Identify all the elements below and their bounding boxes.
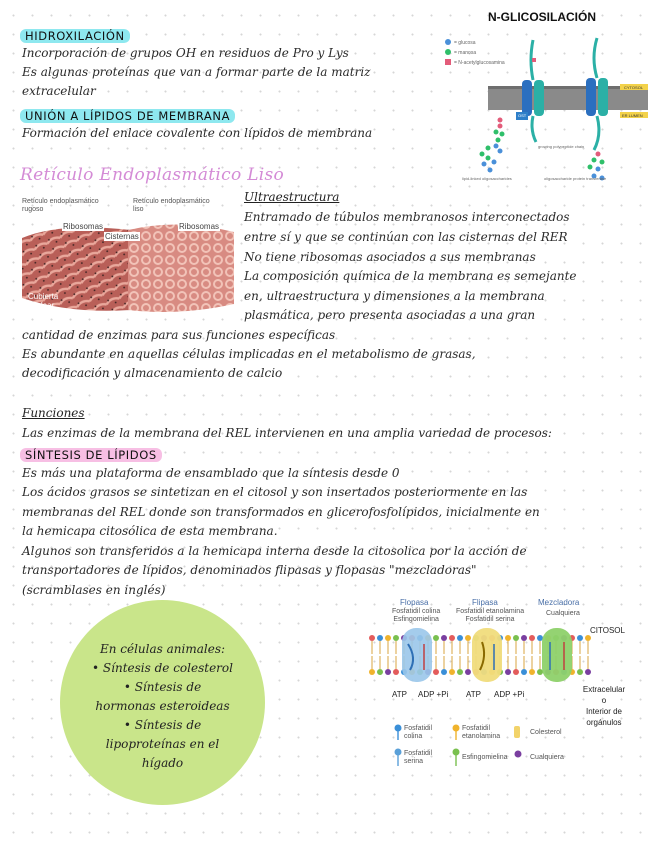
lipid-head-top: [585, 635, 591, 641]
esf-icon: [453, 749, 460, 756]
adp-1: ADP +Pi: [418, 690, 449, 699]
lipid-head-top: [505, 635, 511, 641]
legend-ps: Fosfatidil serina: [404, 750, 433, 765]
ultra-line-6: plasmática, pero presenta asociadas a una gran: [244, 308, 536, 322]
legend-nacetyl-icon: [445, 59, 451, 65]
lipid-head-bottom: [465, 669, 471, 675]
rel-title: Retículo Endoplasmático Liso: [20, 165, 285, 185]
legend-pc: Fosfatidil colina: [404, 725, 433, 740]
lipid-linked-label: lipid-linked oligosaccharides: [462, 176, 512, 181]
ost-label: OST: [518, 113, 527, 118]
lipid-head-bottom: [513, 669, 519, 675]
legend-cualquiera: Cualquiera: [530, 754, 564, 761]
union-lipidos-line-1: Formación del enlace covalente con lípidos de membrana: [22, 126, 373, 140]
flipasa-subs: Fosfatidil etanolamina Fosfatidil serina: [456, 608, 525, 623]
legend-glucosa-label: = glucosa: [454, 40, 476, 46]
hidroxilacion-title: HIDROXILACIÓN: [20, 29, 130, 43]
ultraestructura-title: Ultraestructura: [244, 190, 340, 204]
translocon-right-a: [586, 78, 596, 116]
lipid-head-top: [369, 635, 375, 641]
ultra-line-2: entre sí y que se continúan con las cisternas del RER: [244, 230, 568, 244]
hidroxilacion-line-1: Incorporación de grupos OH en residuos de Pro y Lys: [22, 46, 349, 60]
circle-line-3: • Síntesis de: [123, 680, 202, 694]
er-membrane: [488, 88, 648, 110]
lipid-head-top: [377, 635, 383, 641]
flopasa-title: Flopasa: [400, 598, 429, 607]
legend-manosa-icon: [445, 49, 451, 55]
atp-2: ATP: [466, 690, 481, 699]
bilayer-diagram: [368, 624, 592, 690]
sintesis-line-5: Algunos son transferidos a la hemicapa interna desde la citosolica por la acción de: [22, 544, 527, 558]
cubierta-nuclear-label: Cubierta nuclear: [28, 292, 59, 310]
lipid-head-bottom: [577, 669, 583, 675]
funciones-title: Funciones: [22, 406, 85, 420]
circle-line-7: hígado: [141, 756, 184, 770]
ultra-line-4: La composición química de la membrana es semejante: [244, 269, 577, 283]
lipid-head-bottom: [537, 669, 543, 675]
cualquiera-icon: [515, 751, 522, 758]
lipid-head-bottom: [457, 669, 463, 675]
pc-icon: [395, 725, 402, 732]
lipid-head-bottom: [449, 669, 455, 675]
legend-nacetyl-label: = N-acetylglucosamina: [454, 60, 505, 66]
adp-2: ADP +Pi: [494, 690, 525, 699]
ribosomas-label-2: Ribosomas: [179, 222, 220, 231]
extracelular-label: Extracelular o Interior de orgánulos: [582, 685, 626, 727]
lipid-head-top: [433, 635, 439, 641]
wide-line-1: cantidad de enzimas para sus funciones específicas: [22, 328, 336, 342]
wide-line-2: Es abundante en aquellas células implicadas en el metabolismo de grasas,: [22, 347, 476, 361]
hidroxilacion-section: [20, 25, 130, 44]
ribosomas-label-1: Ribosomas: [63, 222, 104, 231]
legend-colesterol: Colesterol: [530, 729, 562, 736]
mezcladora-sub: Cualquiera: [546, 610, 580, 617]
circle-line-5: • Síntesis de: [123, 718, 202, 732]
ultra-line-5: en, ultraestructura y dimensiones a la membrana: [244, 289, 545, 303]
n-glicosilacion-diagram: [440, 30, 650, 190]
colesterol-icon: [514, 726, 520, 738]
ultra-line-3: No tiene ribosomas asociados a sus membranas: [244, 250, 536, 264]
rough-er-label: Retículo endoplasmático rugoso: [22, 198, 99, 213]
smooth-er-shape: [128, 224, 234, 312]
sintesis-line-1: Es más una plataforma de ensamblado que la síntesis desde 0: [22, 466, 400, 480]
translocon-left-a: [522, 80, 532, 116]
legend-esf: Esfingomielina: [462, 754, 508, 761]
lipid-head-bottom: [433, 669, 439, 675]
ultra-line-1: Entramado de túbulos membranosos interconectados: [244, 210, 570, 224]
flipasa-title: Flipasa: [472, 598, 498, 607]
lipid-head-bottom: [529, 669, 535, 675]
mezcladora-title: Mezcladora: [538, 598, 580, 607]
lipid-head-top: [441, 635, 447, 641]
sintesis-line-7: (scramblases en inglés): [22, 583, 166, 597]
sintesis-lipidos-title: SÍNTESIS DE LÍPIDOS: [20, 448, 162, 462]
sintesis-line-6: transportadores de lípidos, denominados flipasas y flopasas "mezcladoras": [22, 563, 477, 577]
er-lumen-label: ER LUMEN: [622, 113, 643, 118]
lipid-head-bottom: [393, 669, 399, 675]
animal-cells-text: [60, 640, 265, 773]
smooth-er-label: Retículo endoplasmático liso: [133, 198, 210, 213]
ps-icon: [395, 749, 402, 756]
flipasa-protein: [472, 628, 502, 682]
lipid-head-top: [521, 635, 527, 641]
sintesis-line-3: membranas del REL donde son transformados en glicerofosfolípidos, inicialmente en: [22, 505, 540, 519]
cytosol-label: CYTOSOL: [624, 85, 644, 90]
lipid-head-bottom: [369, 669, 375, 675]
lipid-head-top: [393, 635, 399, 641]
circle-line-6: lipoproteínas en el: [105, 737, 220, 751]
lipid-head-bottom: [585, 669, 591, 675]
sintesis-line-2: Los ácidos grasos se sintetizan en el citosol y son insertados posteriormente en las: [22, 485, 528, 499]
union-lipidos-title: UNIÓN A LÍPIDOS DE MEMBRANA: [20, 109, 235, 123]
lipid-head-top: [457, 635, 463, 641]
lipid-head-bottom: [377, 669, 383, 675]
circle-line-2: • Síntesis de colesterol: [92, 661, 233, 675]
cisternas-label: Cisternas: [105, 232, 139, 241]
oligosaccharide-left: [494, 118, 505, 154]
oligosaccharide-bottom-left: [480, 146, 497, 173]
lipid-head-top: [385, 635, 391, 641]
flopasa-protein: [402, 628, 432, 682]
flopasa-subs: Fosfatidil colina Esfingomielina: [392, 608, 441, 623]
lipid-head-top: [537, 635, 543, 641]
union-lipidos-section: [20, 105, 235, 124]
funciones-line-1: Las enzimas de la membrana del REL intervienen en una amplia variedad de procesos:: [22, 426, 552, 440]
hidroxilacion-line-3: extracelular: [22, 84, 96, 98]
atp-1: ATP: [392, 690, 407, 699]
wide-line-3: decodificación y almacenamiento de calcio: [22, 366, 283, 380]
pe-icon: [453, 725, 460, 732]
lipid-head-top: [577, 635, 583, 641]
translocon-left-b: [534, 80, 544, 116]
legend-glucosa-icon: [445, 39, 451, 45]
lipid-head-top: [449, 635, 455, 641]
legend-manosa-label: = manosa: [454, 50, 477, 56]
hidroxilacion-line-2: Es algunas proteínas que van a formar parte de la matriz: [22, 65, 371, 79]
mezcladora-protein: [542, 628, 572, 682]
growing-label: growing polypeptide chain: [538, 144, 585, 149]
lipid-head-bottom: [505, 669, 511, 675]
lipid-head-top: [513, 635, 519, 641]
sintesis-lipidos-section: [20, 444, 162, 463]
lipid-head-top: [529, 635, 535, 641]
sintesis-line-4: la hemicapa citosólica de esta membrana.: [22, 524, 278, 538]
n-glicosilacion-title: N-GLICOSILACIÓN: [488, 10, 596, 24]
transfer-label: oligosaccharide protein transferase: [544, 176, 607, 181]
citosol-label: CITOSOL: [590, 626, 625, 635]
lipid-head-top: [465, 635, 471, 641]
translocon-right-b: [598, 78, 608, 116]
legend-pe: Fosfatidil etanolamina: [462, 725, 501, 740]
lipid-head-bottom: [385, 669, 391, 675]
circle-line-1: En células animales:: [99, 642, 226, 656]
lipid-head-bottom: [441, 669, 447, 675]
lipid-head-bottom: [521, 669, 527, 675]
circle-line-4: hormonas esteroideas: [95, 699, 230, 713]
